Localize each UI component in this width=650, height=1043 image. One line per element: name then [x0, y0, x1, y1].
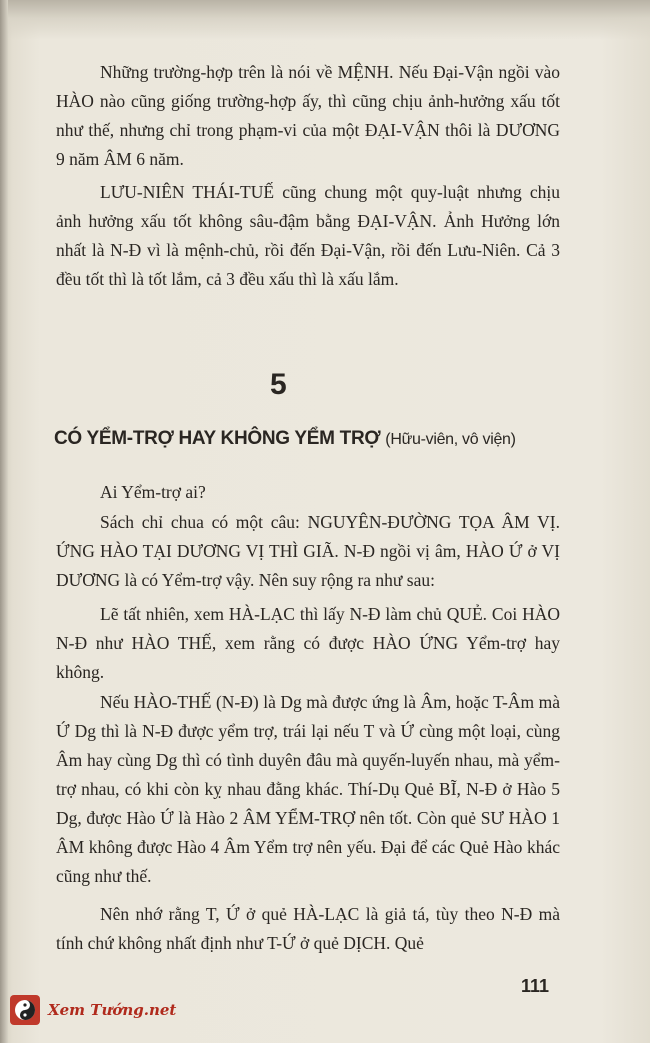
watermark-logo[interactable] [10, 990, 200, 1030]
page-number: 111 [521, 976, 550, 996]
watermark-text: Xem Tướng.net [48, 1001, 177, 1019]
paragraph-nen-nho: Nên nhớ rằng T, Ứ ở quẻ HÀ-LẠC là giả tá, tùy theo N-Đ mà tính chứ không nhất định như T-Ứ ở quẻ DỊCH. Quẻ [56, 904, 560, 953]
paragraph-neu-hao-the: Nếu HÀO-THẾ (N-Đ) là Dg mà được ứng là Âm, hoặc T-Âm mà Ứ Dg thì là N-Đ được yểm trợ, trái lại nếu T và Ứ cùng một loại, cùng Âm hay cùng Dg thì có tình duyên đâu mà quyến-luyến nhau, mà yểm-trợ nhau, có khi còn kỵ nhau đằng khác. Thí-Dụ Quẻ BĨ, N-Đ ở Hào 5 Dg, được Hào Ứ là Hào 2 ÂM YỂM-TRỢ nên tốt. Còn quẻ SƯ HÀO 1 ÂM không được Hào 4 Âm Yểm trợ nên yếu. Đại để các Quẻ Hào khác cũng như thế. [56, 692, 560, 886]
paragraph-luu-nien: LƯU-NIÊN THÁI-TUẾ cũng chung một quy-luật nhưng chịu ảnh hưởng xấu tốt không sâu-đậm bằng ĐẠI-VẬN. Ảnh Hưởng lớn nhất là N-Đ vì là mệnh-chủ, rồi đến Đại-Vận, rồi đến Lưu-Niên. Cả 3 đều tốt thì là tốt lắm, cả 3 đều xấu thì là xấu lắm. [56, 182, 560, 289]
section-heading-main: CÓ YỂM-TRỢ HAY KHÔNG YỂM TRỢ [54, 428, 381, 449]
chapter-number: 5 [270, 368, 287, 401]
paragraph-le-tat-nhien: Lẽ tất nhiên, xem HÀ-LẠC thì lấy N-Đ làm chủ QUẺ. Coi HÀO N-Đ như HÀO THẾ, xem rằng có được HÀO ỨNG Yểm-trợ hay không. [56, 604, 560, 682]
section-heading-sub: (Hữu-viên, vô viện) [385, 431, 516, 448]
paragraph-sach: Sách chỉ chua có một câu: NGUYÊN-ĐƯỜNG TỌA ÂM VỊ. ỨNG HÀO TẠI DƯƠNG VỊ THÌ GIÃ. N-Đ ngồi vị âm, HÀO Ứ ở VỊ DƯƠNG là có Yểm-trợ vậy. Nên suy rộng ra như sau: [56, 512, 560, 590]
section-heading [54, 428, 574, 450]
paragraph-question: Ai Yểm-trợ ai? [100, 482, 206, 502]
page-binding-edge [0, 0, 8, 1043]
paragraph-menh: Những trường-hợp trên là nói về MỆNH. Nếu Đại-Vận ngồi vào HÀO nào cũng giống trường-hợp ấy, thì cũng chịu ảnh-hưởng xấu tốt như thế, nhưng chỉ trong phạm-vi của một ĐẠI-VẬN thôi là DƯƠNG 9 năm ÂM 6 năm. [56, 62, 560, 169]
page-top-shadow [0, 0, 650, 40]
yin-yang-icon [10, 995, 40, 1025]
